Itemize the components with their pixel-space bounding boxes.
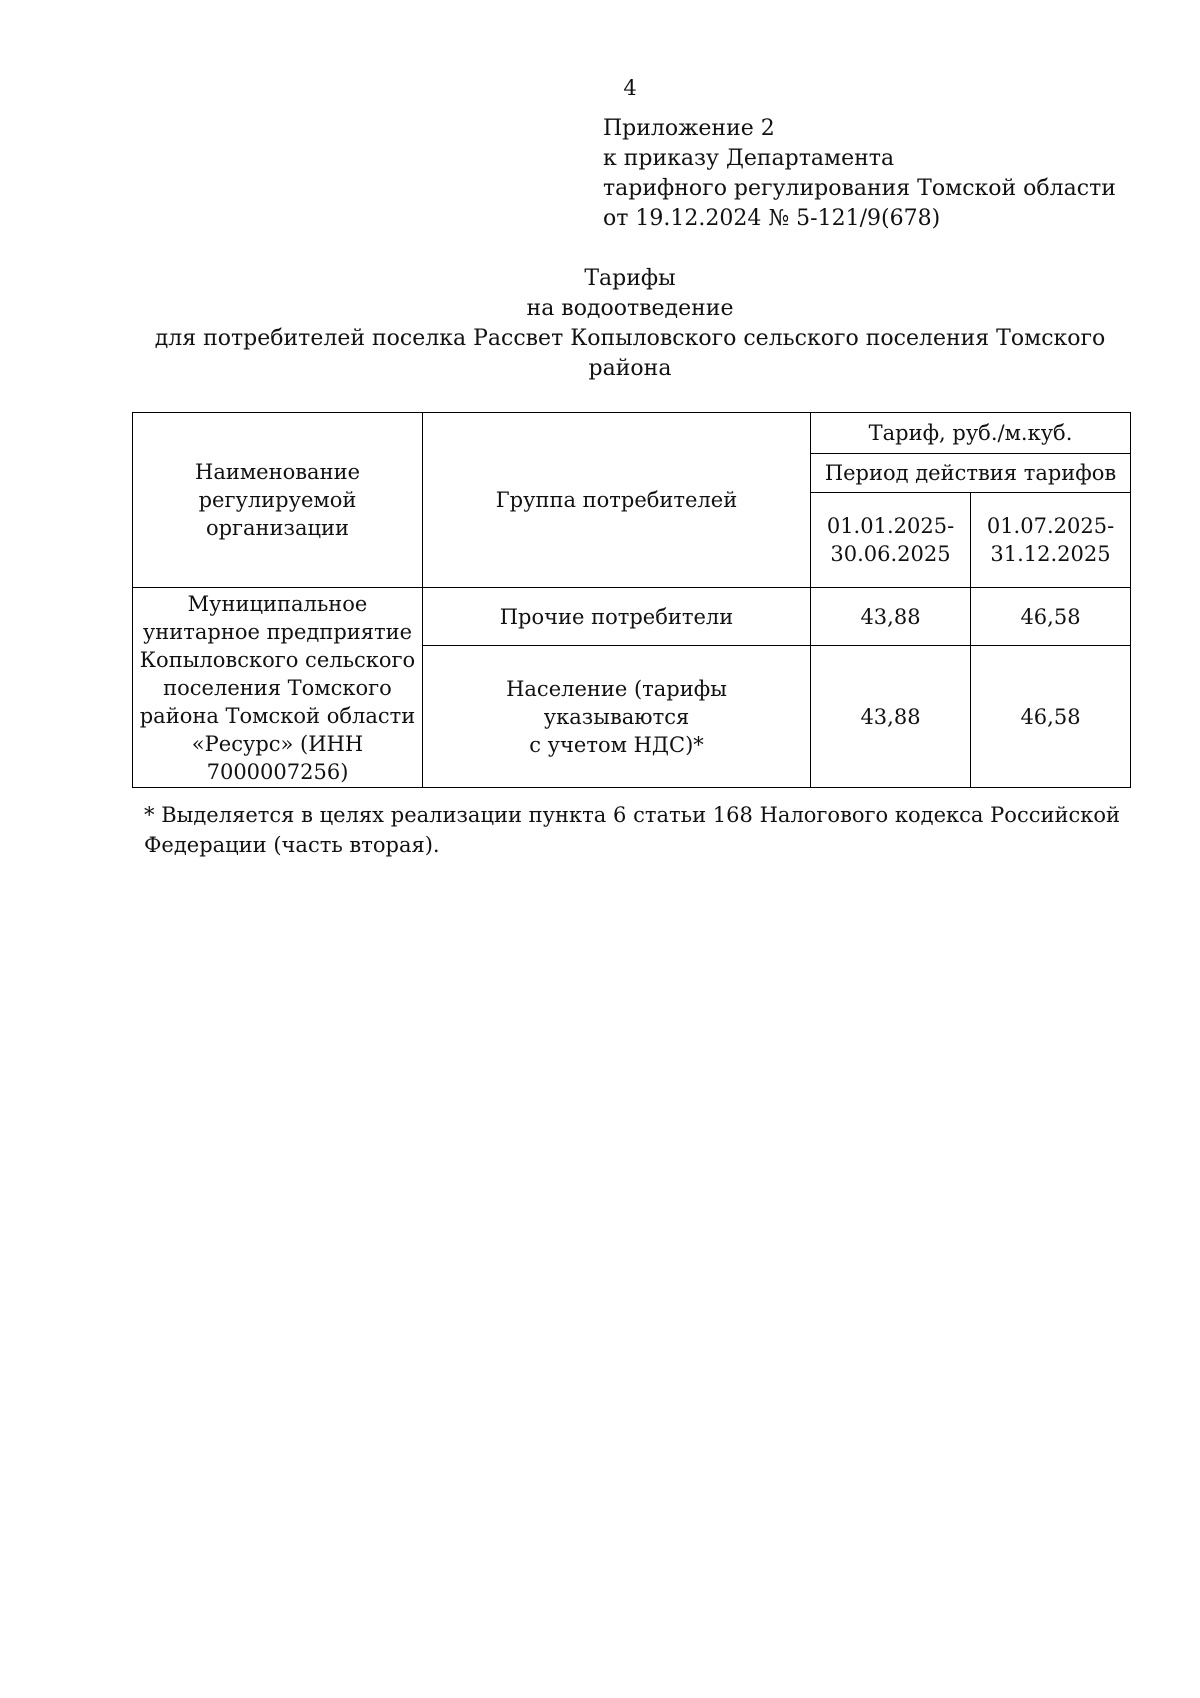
consumer-group-cell: Прочие потребители	[423, 588, 811, 646]
page-number: 4	[623, 76, 637, 100]
header-period-1: 01.01.2025- 30.06.2025	[811, 493, 971, 588]
table-row	[133, 588, 1131, 646]
appendix-line: Приложение 2	[603, 116, 775, 141]
appendix-block	[603, 114, 1116, 234]
tariff-value-period-2: 46,58	[971, 646, 1131, 788]
header-org-name: Наименование регулируемой организации	[133, 413, 423, 588]
header-consumer-group: Группа потребителей	[423, 413, 811, 588]
header-tariff-unit: Тариф, руб./м.куб.	[811, 413, 1131, 454]
title-line: для потребителей поселка Рассвет Копыловского сельского поселения Томского	[154, 326, 1106, 351]
header-period-2: 01.07.2025- 31.12.2025	[971, 493, 1131, 588]
appendix-line: тарифного регулирования Томской области	[603, 176, 1116, 201]
tariff-value-period-1: 43,88	[811, 588, 971, 646]
tariff-value-period-2: 46,58	[971, 588, 1131, 646]
tariff-value-period-1: 43,88	[811, 646, 971, 788]
footnote: * Выделяется в целях реализации пункта 6 статьи 168 Налогового кодекса Российской Федерации (часть вторая).	[144, 803, 1120, 857]
appendix-line: к приказу Департамента	[603, 146, 895, 171]
tariff-table	[132, 412, 1131, 788]
organization-cell: Муниципальное унитарное предприятие Копыловского сельского поселения Томского района Томской области «Ресурс» (ИНН 7000007256)	[133, 588, 423, 788]
consumer-group-cell: Население (тарифы указываются с учетом НДС)*	[423, 646, 811, 788]
title-line: на водоотведение	[526, 296, 734, 321]
title-line: Тарифы	[584, 266, 676, 291]
table-header-row	[133, 413, 1131, 454]
header-period-label: Период действия тарифов	[811, 454, 1131, 493]
appendix-line: от 19.12.2024 № 5-121/9(678)	[603, 206, 941, 231]
title-line: района	[588, 356, 672, 381]
document-title	[130, 264, 1130, 384]
